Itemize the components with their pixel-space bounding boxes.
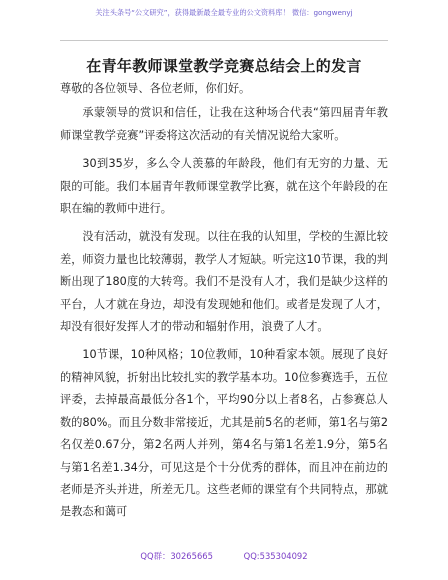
greeting: 尊敬的各位领导、各位老师，你们好。 <box>60 82 251 95</box>
document-body <box>60 78 388 530</box>
footer <box>0 550 448 562</box>
document-title: 在青年教师课堂教学竞赛总结会上的发言 <box>86 57 362 75</box>
paragraph: 30到35岁，多么令人羡慕的年龄段，他们有无穷的力量、无限的可能。我们本届青年教师课堂教学比赛，就在这个年龄段的在职在编的教师中进行。 <box>60 157 388 216</box>
footer-qq: QQ:535304092 <box>243 551 308 561</box>
paragraph: 10节课，10种风格；10位教师，10种看家本领。展现了良好的精神风貌，折射出比较扎实的教学基本功。10位参赛选手，五位评委，去掉最高最低分各1个，平均90分以上者8名，占参赛总人数的80%。而且分数非常接近，尤其是前5名的老师，第1名与第2名仅差0.67分，第2名两人并列，第4名与第1名差1.9分，第5名与第1名差1.34分，可见这是个十分优秀的群体，而且冲在前边的老师是齐头并进，所差无几。这些老师的课堂有个共同特点，那就是教态和蔼可 <box>60 348 388 519</box>
paragraph: 承蒙领导的赏识和信任，让我在这种场合代表“第四届青年教师课堂教学竞赛”评委将这次活动的有关情况说给大家听。 <box>60 106 388 142</box>
paragraph: 没有活动，就没有发现。以往在我的认知里，学校的生源比较差，师资力量也比较薄弱，教学人才短缺。听完这10节课，我的判断出现了180度的大转弯。我们不是没有人才，我们是缺少这样的平台，人才就在身边，却没有发现她和他们。或者是发现了人才，却没有很好发挥人才的带动和辐射作用，浪费了人才。 <box>60 230 388 334</box>
header-divider <box>60 40 388 41</box>
footer-qq-group: QQ群：30265665 <box>140 551 213 561</box>
header-note: 关注头条号“公文研究”，获得最新最全最专业的公文资料库！ 微信：gongwenyj <box>95 8 353 17</box>
